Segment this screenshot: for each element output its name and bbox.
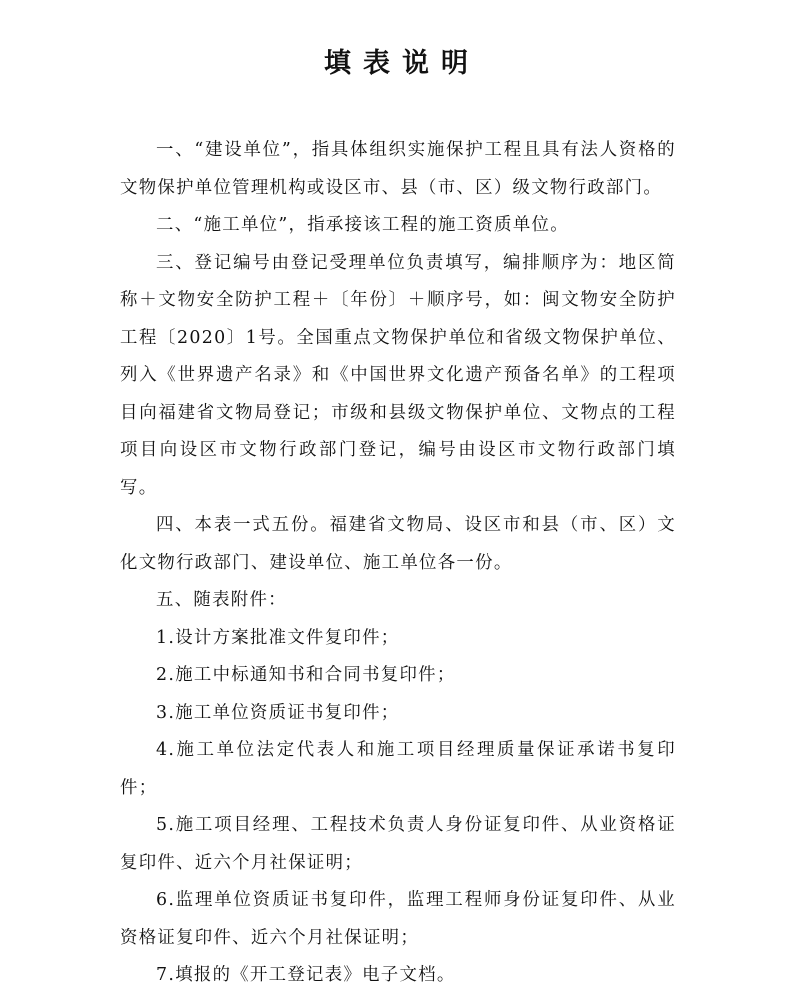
attachment-item-3: 3.施工单位资质证书复印件； xyxy=(156,702,400,723)
document-body xyxy=(120,132,676,995)
paragraph-contractor: 二、“施工单位”，指承接该工程的施工资质单位。 xyxy=(156,215,569,235)
attachment-item-2: 2.施工中标通知书和合同书复印件； xyxy=(156,665,456,685)
paragraph-copies: 四、本表一式五份。福建省文物局、设区市和县（市、区）文化文物行政部门、建设单位、施工单位各一份。 xyxy=(120,515,676,573)
attachment-item-7: 7.填报的《开工登记表》电子文档。 xyxy=(156,965,456,985)
attachment-item-1: 1.设计方案批准文件复印件； xyxy=(156,627,400,648)
paragraph-attachments-heading: 五、随表附件： xyxy=(156,590,287,610)
paragraph-registration-number: 三、登记编号由登记受理单位负责填写，编排顺序为：地区简称＋文物安全防护工程＋〔年份〕＋顺序号，如：闽文物安全防护工程〔2020〕1号。全国重点文物保护单位和省级文物保护单位、列入《世界遗产名录》和《中国世界文化遗产预备名单》的工程项目向福建省文物局登记；市级和县级文物保护单位、文物点的工程项目向设区市文物行政部门登记，编号由设区市文物行政部门填写。 xyxy=(120,252,676,498)
page-title: 填表说明 xyxy=(324,48,480,79)
attachment-item-4: 4.施工单位法定代表人和施工项目经理质量保证承诺书复印件； xyxy=(120,740,676,798)
paragraph-construction-unit: 一、“建设单位”，指具体组织实施保护工程且具有法人资格的文物保护单位管理机构或设区市、县（市、区）级文物行政部门。 xyxy=(120,140,676,198)
attachment-item-5: 5.施工项目经理、工程技术负责人身份证复印件、从业资格证复印件、近六个月社保证明； xyxy=(120,815,676,873)
attachment-item-6: 6.监理单位资质证书复印件，监理工程师身份证复印件、从业资格证复印件、近六个月社保证明； xyxy=(120,890,676,948)
